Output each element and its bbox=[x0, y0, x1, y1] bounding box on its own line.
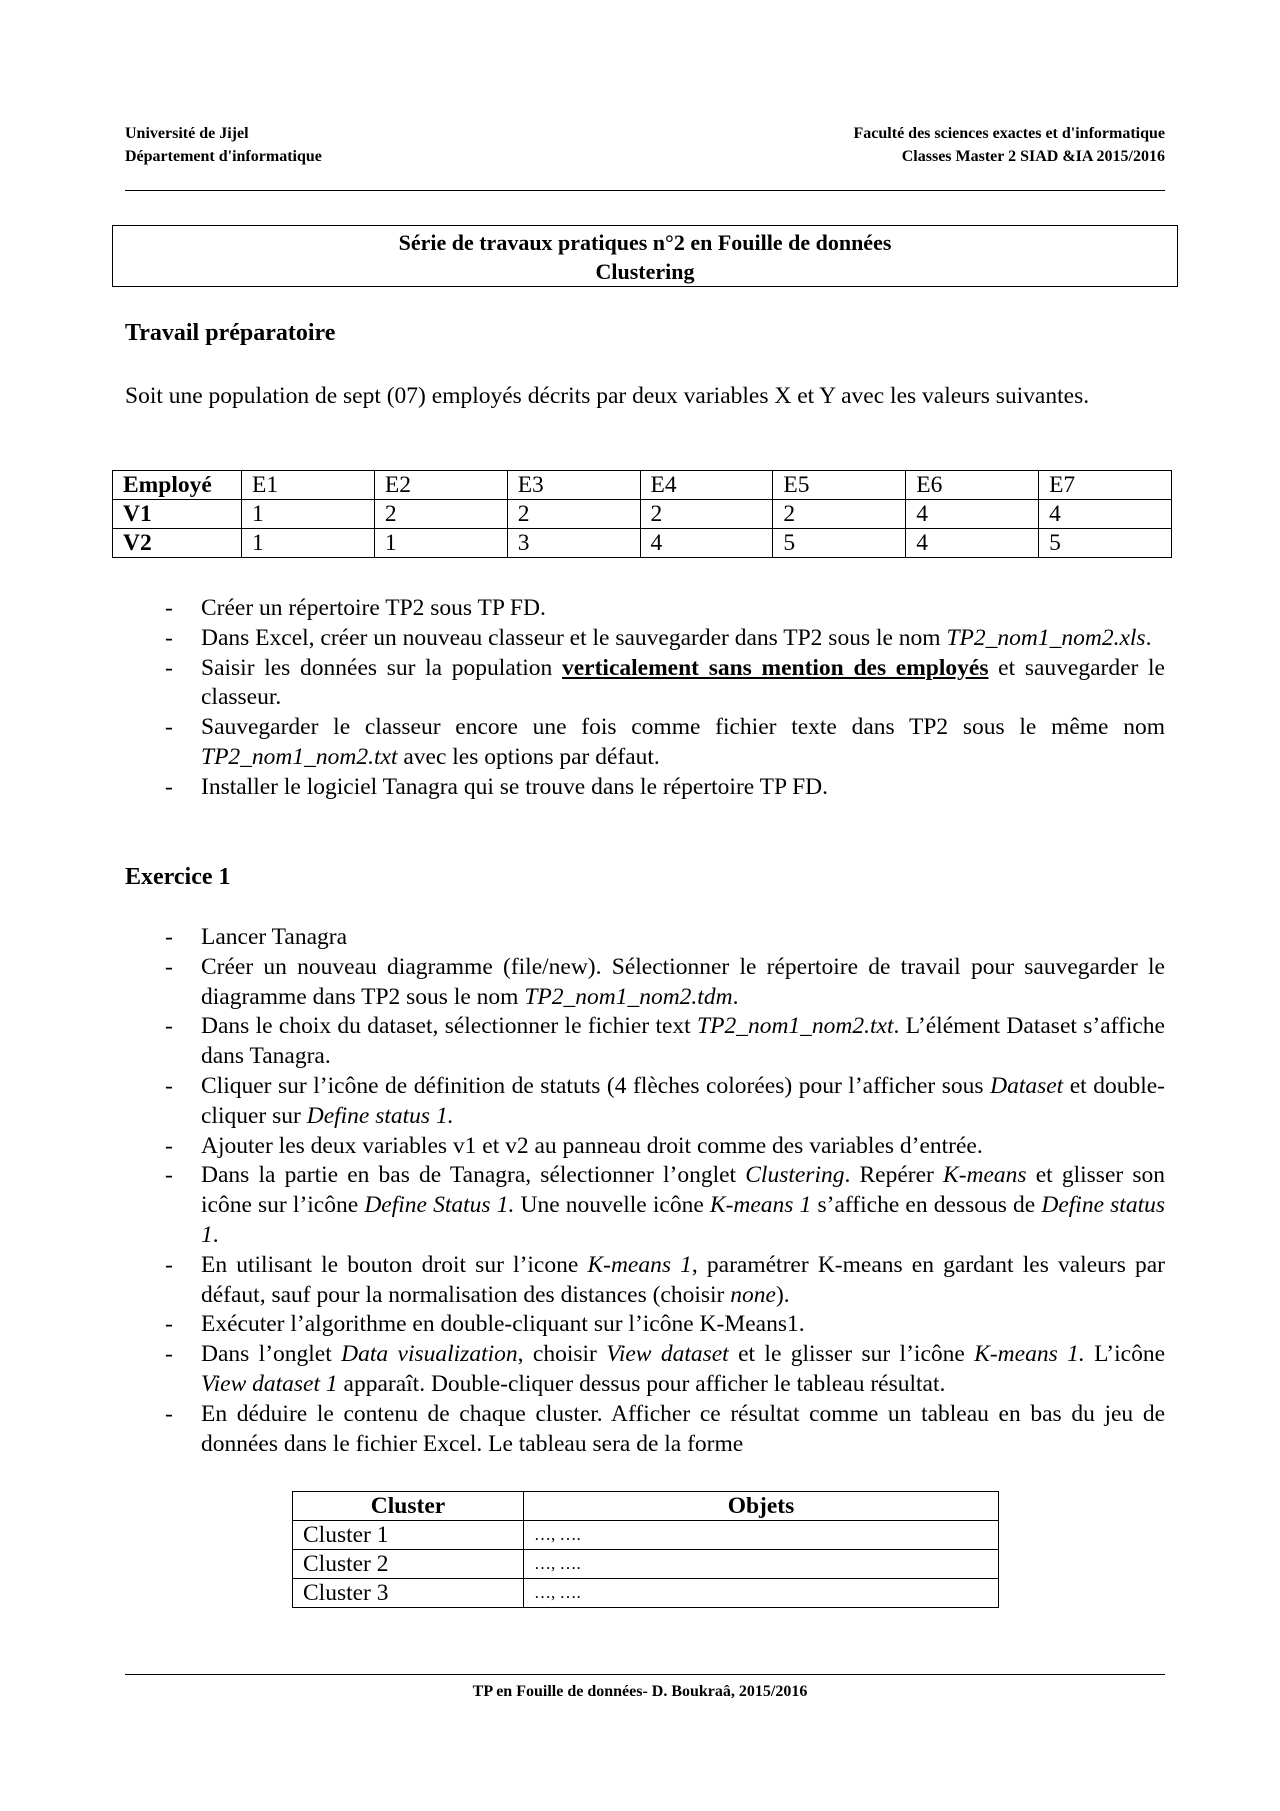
bullet-dash: - bbox=[165, 654, 173, 681]
table-header: E4 bbox=[640, 471, 773, 500]
table-cell: 1 bbox=[242, 500, 375, 529]
list-item-text: et le glisser sur l’icône bbox=[728, 1341, 975, 1368]
bullet-dash: - bbox=[165, 1013, 173, 1040]
list-item-text: et double-cliquer sur bbox=[201, 1072, 1165, 1129]
list-item-text: Exécuter l’algorithme en double-cliquant sur l’icône K-Means1. bbox=[201, 1311, 805, 1338]
italic-text: Dataset bbox=[990, 1072, 1064, 1099]
list-item-text: , choisir bbox=[517, 1341, 607, 1368]
table-cell: V1 bbox=[113, 500, 242, 529]
list-item-text: Sauvegarder le classeur encore une fois comme fichier texte dans TP2 sous le même nom bbox=[201, 714, 1165, 741]
list-item-text: . bbox=[732, 983, 739, 1010]
prep-heading: Travail préparatoire bbox=[125, 320, 336, 346]
university-name: Université de Jijel bbox=[125, 125, 249, 142]
italic-text: Define status 1 bbox=[201, 1192, 1165, 1248]
bullet-dash: - bbox=[165, 1311, 173, 1338]
table-cell: 1 bbox=[242, 529, 375, 558]
table-row bbox=[293, 1550, 999, 1579]
table-header: E2 bbox=[374, 471, 507, 500]
list-item bbox=[125, 713, 1165, 773]
title-line2: Clustering bbox=[595, 259, 695, 284]
table-cell: V2 bbox=[113, 529, 242, 558]
table-row bbox=[113, 500, 1172, 529]
italic-text: Define status 1. bbox=[306, 1102, 454, 1129]
bullet-dash: - bbox=[165, 595, 173, 621]
italic-text: K-means 1. bbox=[974, 1341, 1085, 1368]
title-line1: Série de travaux pratiques n°2 en Fouille de données bbox=[398, 230, 892, 255]
table-header-row bbox=[113, 471, 1172, 500]
list-item-text: Ajouter les deux variables v1 et v2 au panneau droit comme des variables d’entrée. bbox=[201, 1132, 983, 1159]
bullet-dash: - bbox=[165, 1162, 173, 1189]
list-item-text: Saisir les données sur la population bbox=[201, 654, 562, 681]
footer-text: TP en Fouille de données- D. Boukraâ, 2015/2016 bbox=[472, 1683, 808, 1700]
table-cell: Cluster 3 bbox=[293, 1579, 524, 1608]
list-item-text: Créer un répertoire TP2 sous TP FD. bbox=[201, 595, 546, 621]
italic-text: none bbox=[730, 1281, 776, 1308]
bullet-dash: - bbox=[165, 773, 173, 800]
italic-text: TP2_nom1_nom2.tdm bbox=[524, 983, 733, 1010]
list-item bbox=[125, 953, 1165, 1013]
italic-text: K-means 1 bbox=[587, 1251, 692, 1278]
bullet-dash: - bbox=[165, 1072, 173, 1099]
list-item-text: L’icône bbox=[1084, 1341, 1166, 1368]
list-item-text: et glisser son icône sur l’icône bbox=[201, 1162, 1165, 1219]
italic-text: View dataset bbox=[606, 1341, 729, 1368]
bullet-dash: - bbox=[165, 1400, 173, 1427]
list-item bbox=[125, 1251, 1165, 1311]
italic-text: Clustering bbox=[745, 1162, 845, 1189]
list-item-text: . bbox=[212, 1221, 219, 1248]
table-cell: 2 bbox=[374, 500, 507, 529]
list-item-text: . L’élément Dataset s’affiche dans Tanagra. bbox=[201, 1013, 1165, 1070]
table-header-row bbox=[293, 1492, 999, 1521]
list-item bbox=[125, 1340, 1165, 1400]
list-item bbox=[125, 923, 1165, 953]
exercise1-heading: Exercice 1 bbox=[125, 864, 231, 890]
bullet-dash: - bbox=[165, 924, 173, 950]
italic-text: View dataset 1 bbox=[201, 1370, 338, 1397]
table-cell: 3 bbox=[507, 529, 640, 558]
prep-intro: Soit une population de sept (07) employés décrits par deux variables X et Y avec les valeurs suivantes. bbox=[125, 383, 1090, 409]
list-item-text: Cliquer sur l’icône de définition de statuts (4 flèches colorées) pour l’afficher sous bbox=[201, 1072, 991, 1099]
table-cell: 5 bbox=[1039, 529, 1172, 558]
list-item-text: En utilisant le bouton droit sur l’icone bbox=[201, 1251, 588, 1278]
footer-rule bbox=[125, 1674, 1165, 1675]
table-cell: 4 bbox=[1039, 500, 1172, 529]
table-cell: 2 bbox=[640, 500, 773, 529]
cluster-table bbox=[292, 1491, 999, 1608]
table-cell: Cluster 2 bbox=[293, 1550, 524, 1579]
table-header: E1 bbox=[242, 471, 375, 500]
table-header: Objets bbox=[524, 1492, 999, 1521]
table-cell: …, …. bbox=[524, 1521, 999, 1550]
header-left bbox=[125, 122, 322, 168]
list-item bbox=[125, 1400, 1165, 1460]
bullet-dash: - bbox=[165, 953, 173, 980]
table-cell: 4 bbox=[640, 529, 773, 558]
list-item bbox=[125, 624, 1165, 654]
bullet-dash: - bbox=[165, 714, 173, 741]
bullet-dash: - bbox=[165, 1132, 173, 1159]
list-item-text: Dans la partie en bas de Tanagra, sélectionner l’onglet bbox=[201, 1162, 746, 1189]
bullet-dash: - bbox=[165, 1251, 173, 1278]
table-cell: 2 bbox=[773, 500, 906, 529]
list-item bbox=[125, 773, 1165, 803]
class-name: Classes Master 2 SIAD &IA 2015/2016 bbox=[901, 148, 1165, 165]
emphasized-text: verticalement sans mention des employés bbox=[562, 654, 989, 681]
table-header: Employé bbox=[113, 471, 242, 500]
italic-text: TP2_nom1_nom2.txt bbox=[201, 743, 398, 770]
table-cell: …, …. bbox=[524, 1550, 999, 1579]
table-header: E7 bbox=[1039, 471, 1172, 500]
list-item-text: . Repérer bbox=[844, 1162, 944, 1189]
table-cell: 5 bbox=[773, 529, 906, 558]
bullet-dash: - bbox=[165, 1341, 173, 1368]
list-item bbox=[125, 1161, 1165, 1250]
bullet-dash: - bbox=[165, 624, 173, 651]
list-item-text: Installer le logiciel Tanagra qui se trouve dans le répertoire TP FD. bbox=[201, 773, 829, 800]
italic-text: K-means bbox=[943, 1162, 1027, 1189]
header-right bbox=[854, 122, 1165, 168]
table-row bbox=[293, 1521, 999, 1550]
list-item-text: apparaît. Double-cliquer dessus pour afficher le tableau résultat. bbox=[337, 1370, 946, 1397]
italic-text: TP2_nom1_nom2.xls bbox=[946, 624, 1146, 651]
table-row bbox=[293, 1579, 999, 1608]
list-item-text: Une nouvelle icône bbox=[514, 1192, 710, 1219]
list-item-text: En déduire le contenu de chaque cluster. Afficher ce résultat comme un tableau en bas du jeu de données dans le fichier Excel. Le tableau sera de la forme bbox=[201, 1400, 1165, 1457]
list-item-text: , paramétrer K-means en gardant les valeurs par défaut, sauf pour la normalisation des distances (choisir bbox=[201, 1251, 1165, 1308]
header-rule bbox=[125, 190, 1165, 191]
table-cell: Cluster 1 bbox=[293, 1521, 524, 1550]
list-item-text: Lancer Tanagra bbox=[201, 924, 348, 950]
list-item bbox=[125, 1072, 1165, 1132]
list-item bbox=[125, 1310, 1165, 1340]
table-cell: 1 bbox=[374, 529, 507, 558]
table-header: E3 bbox=[507, 471, 640, 500]
list-item bbox=[125, 594, 1165, 624]
list-item-text: avec les options par défaut. bbox=[397, 743, 660, 770]
title-box bbox=[112, 225, 1178, 287]
list-item-text: Créer un nouveau diagramme (file/new). Sélectionner le répertoire de travail pour sauvegarder le diagramme dans TP2 sous le nom bbox=[201, 953, 1165, 1010]
list-item bbox=[125, 1012, 1165, 1072]
list-item-text: Dans l’onglet bbox=[201, 1341, 342, 1368]
italic-text: TP2_nom1_nom2.txt bbox=[697, 1013, 894, 1040]
list-item bbox=[125, 1132, 1165, 1162]
table-cell: 4 bbox=[906, 500, 1039, 529]
italic-text: Data visualization bbox=[341, 1341, 518, 1368]
italic-text: K-means 1 bbox=[709, 1192, 812, 1219]
table-header: Cluster bbox=[293, 1492, 524, 1521]
list-item-text: ). bbox=[775, 1281, 790, 1308]
exercise1-bullet-list bbox=[125, 923, 1165, 1459]
prep-bullet-list bbox=[125, 594, 1165, 803]
list-item-text: s’affiche en dessous de bbox=[811, 1192, 1042, 1219]
faculty-name: Faculté des sciences exactes et d'informatique bbox=[853, 125, 1165, 142]
list-item-text: Dans le choix du dataset, sélectionner le fichier text bbox=[201, 1013, 698, 1040]
table-cell: 4 bbox=[906, 529, 1039, 558]
table-cell: …, …. bbox=[524, 1579, 999, 1608]
list-item-text: et sauvegarder le classeur. bbox=[201, 654, 1165, 711]
table-header: E5 bbox=[773, 471, 906, 500]
list-item-text: . bbox=[1145, 624, 1152, 651]
table-row bbox=[113, 529, 1172, 558]
department-name: Département d'informatique bbox=[125, 148, 322, 165]
table-header: E6 bbox=[906, 471, 1039, 500]
employee-table bbox=[112, 470, 1172, 558]
italic-text: Define Status 1. bbox=[364, 1192, 515, 1219]
list-item bbox=[125, 654, 1165, 714]
list-item-text: Dans Excel, créer un nouveau classeur et le sauvegarder dans TP2 sous le nom bbox=[201, 624, 947, 651]
table-cell: 2 bbox=[507, 500, 640, 529]
